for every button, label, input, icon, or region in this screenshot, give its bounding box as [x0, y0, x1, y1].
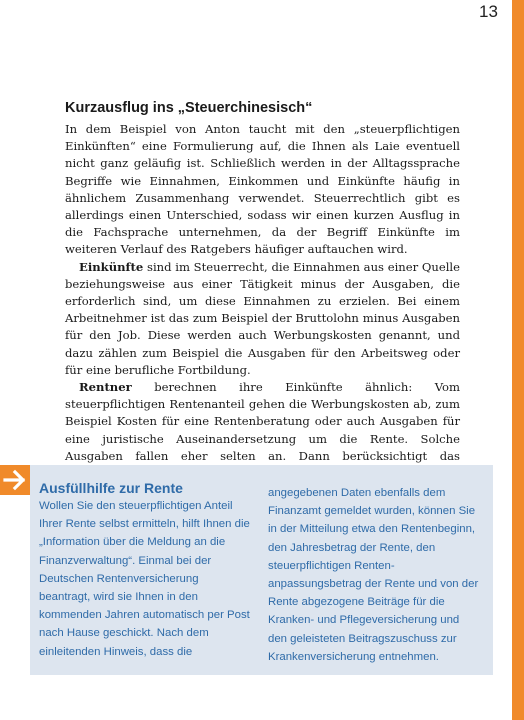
main-text-section [65, 99, 460, 482]
info-box-left-column [39, 479, 250, 661]
page-edge-accent-bar [512, 0, 524, 720]
info-box-ausfuellhilfe [30, 465, 493, 675]
term-rentner: Rentner [79, 380, 132, 395]
section-heading: Kurzausflug ins „Steuerchinesisch“ [65, 100, 313, 116]
paragraph-1: In dem Beispiel von Anton taucht mit den „steuerpflichtigen Einkünften“ eine Formulierung auf, die Ihnen als Laie eventuell nicht ganz geläufig ist. Schließlich werden in der Alltagssprache Begriffe wie Einnahmen, Einkommen und Einkünfte häufig in ähnlichem Zusammenhang verwendet. Steuerrechtlich gibt es allerdings einen Unterschied, sodass wir einen kurzen Ausflug in die Fachsprache unternehmen, da der Begriff Einkünfte im weiteren Verlauf des Ratgebers häufiger auftauchen wird. [65, 122, 460, 257]
info-box-right-text: angegebenen Daten ebenfalls dem Finanzamt gemeldet wurden, können Sie in der Mitteilung etwa den Rentenbeginn, den Jahresbetrag der Rente, den steuerpflichtigen Rentenanpassungsbetrag der Rente und von der Rente abgezogene Beiträge für die Kranken- und Pflegeversicherung und den geleisteten Beitragszuschuss zur Krankenversicherung entnehmen. [268, 487, 479, 663]
term-einkuenfte: Einkünfte [79, 259, 144, 274]
arrow-right-icon [0, 465, 30, 495]
info-box-right-column [268, 484, 479, 666]
paragraph-2 [65, 259, 460, 379]
paragraph-3-text: berechnen ihre Einkünfte ähnlich: Vom steuerpflichtigen Rentenanteil gehen die Werbungskosten ab, zum Beispiel Kosten für eine Rentenberatung oder auch Ausgaben für eine juristische Auseinandersetzung um die Rente. Solche Ausgaben fallen eher selten an. Dann berücksichtigt das [65, 380, 460, 463]
page-number: 13 [479, 2, 498, 21]
info-box-left-text: Wollen Sie den steuerpflichtigen Anteil Ihrer Rente selbst ermitteln, hilft Ihnen die „Information über die Meldung an die Finanzverwaltung“. Einmal bei der Deutschen Rentenversicherung beantragt, wird sie Ihnen in den kommenden Jahren automatisch per Post nach Hause geschickt. Nach dem einleitenden Hinweis, dass die [39, 500, 250, 658]
paragraph-2-text: sind im Steuerrecht, die Einnahmen aus einer Quelle beziehungsweise aus einer Tätigkeit minus der Ausgaben, die erforderlich sind, um diese Einnahmen zu erzielen. Bei einem Arbeitnehmer ist das zum Beispiel der Bruttolohn minus Ausgaben für den Job. Diese werden auch Werbungskosten genannt, und dazu zählen zum Beispiel die Ausgaben für den Arbeitsweg oder für eine berufliche Fortbildung. [65, 259, 460, 377]
infobox-arrow-tab [0, 465, 30, 495]
info-box-title: Ausfüllhilfe zur Rente [39, 480, 183, 496]
